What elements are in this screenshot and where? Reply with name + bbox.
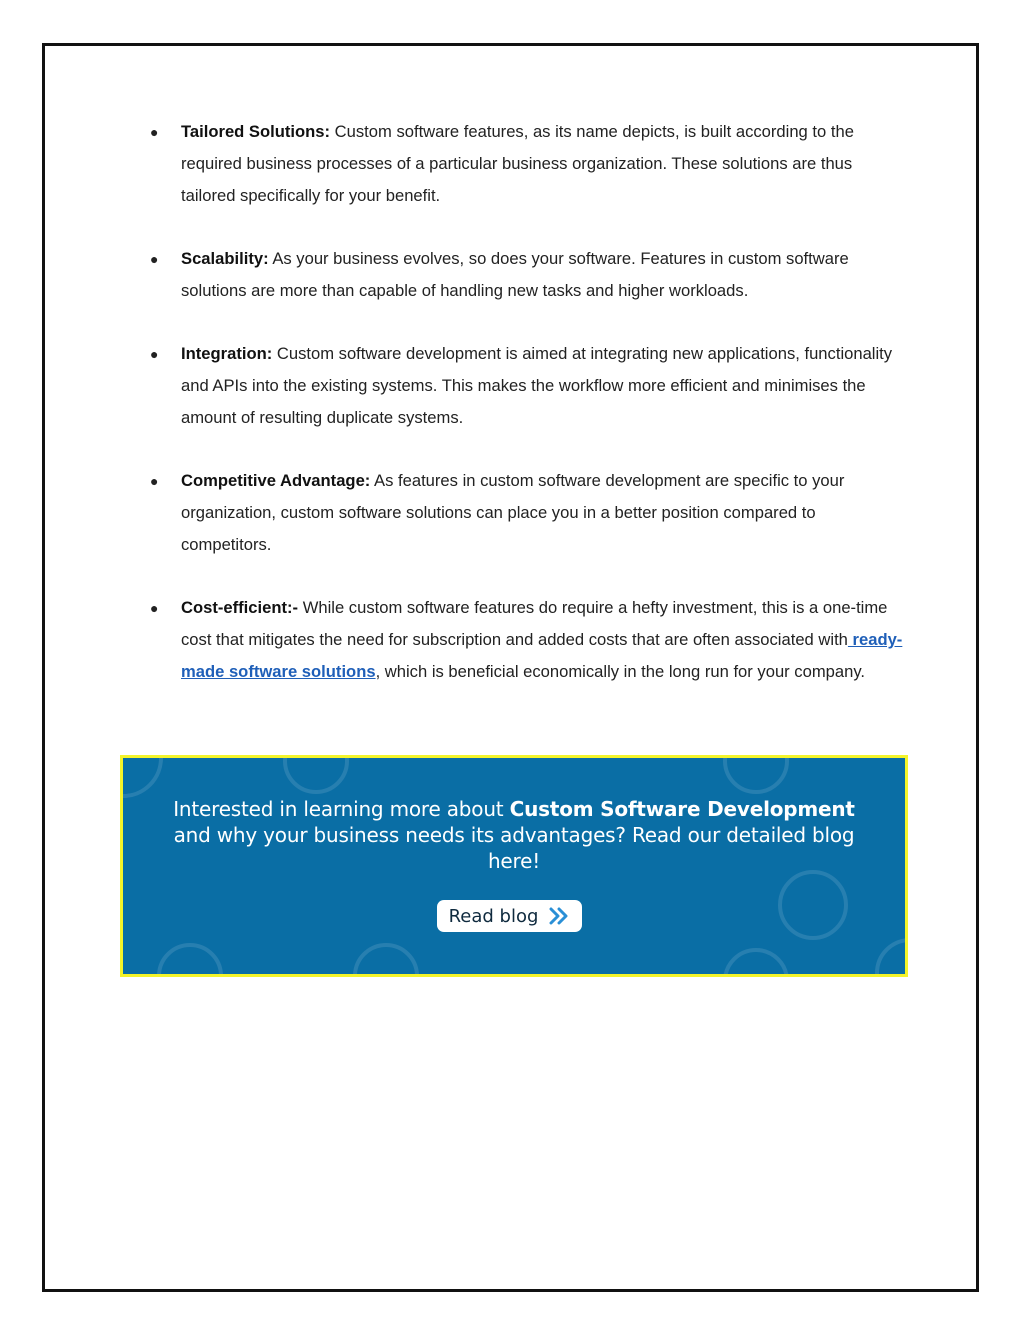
decorative-ring-icon (875, 938, 908, 977)
banner-text-prefix: Interested in learning more about (173, 797, 510, 821)
ready-made-software-link[interactable]: ready-made software solutions (181, 630, 903, 681)
bullet-term: Scalability: (181, 249, 269, 268)
decorative-ring-icon (723, 755, 789, 794)
bullet-text: As features in custom software development are specific to your organization, custom software solutions can place you in a better position compared to competitors. (181, 471, 845, 554)
list-item-cost-efficient (150, 592, 910, 688)
bullet-icon: ● (150, 346, 159, 362)
bullet-text: As your business evolves, so does your software. Features in custom software solutions are more than capable of handling new tasks and higher workloads. (181, 249, 849, 300)
bullet-term: Integration: (181, 344, 273, 363)
list-item-integration (150, 338, 910, 434)
decorative-ring-icon (723, 948, 789, 977)
decorative-ring-icon (120, 755, 163, 798)
double-chevron-right-icon (548, 907, 570, 925)
blog-promo-banner[interactable] (120, 755, 908, 977)
bullet-text: Custom software features, as its name depicts, is built according to the required business processes of a particular business organization. These solutions are thus tailored specifically for your benefit. (181, 122, 854, 205)
banner-text-suffix: and why your business needs its advantages? Read our detailed blog here! (173, 823, 855, 873)
decorative-ring-icon (283, 755, 349, 794)
bullet-icon: ● (150, 124, 159, 140)
list-item-scalability (150, 243, 910, 307)
list-item-tailored-solutions (150, 116, 910, 212)
decorative-ring-icon (778, 870, 848, 940)
decorative-ring-icon (157, 943, 223, 977)
bullet-text: While custom software features do require a hefty investment, this is a one-time cost that mitigates the need for subscription and added costs that are often associated with (181, 598, 888, 649)
banner-text-highlight: Custom Software Development (509, 797, 855, 821)
advantages-list (150, 116, 910, 719)
banner-message (153, 796, 875, 874)
read-blog-label: Read blog (448, 905, 539, 927)
list-item-competitive-advantage (150, 465, 910, 561)
decorative-ring-icon (353, 943, 419, 977)
bullet-text: , which is beneficial economically in the long run for your company. (375, 662, 866, 681)
bullet-term: Tailored Solutions: (181, 122, 331, 141)
bullet-term: Cost-efficient:- (181, 598, 299, 617)
bullet-term: Competitive Advantage: (181, 471, 371, 490)
bullet-icon: ● (150, 251, 159, 267)
read-blog-button[interactable] (437, 900, 582, 932)
bullet-icon: ● (150, 600, 159, 616)
bullet-text: Custom software development is aimed at integrating new applications, functionality and APIs into the existing systems. This makes the workflow more efficient and minimises the amount of resulting duplicate systems. (181, 344, 893, 427)
bullet-icon: ● (150, 473, 159, 489)
